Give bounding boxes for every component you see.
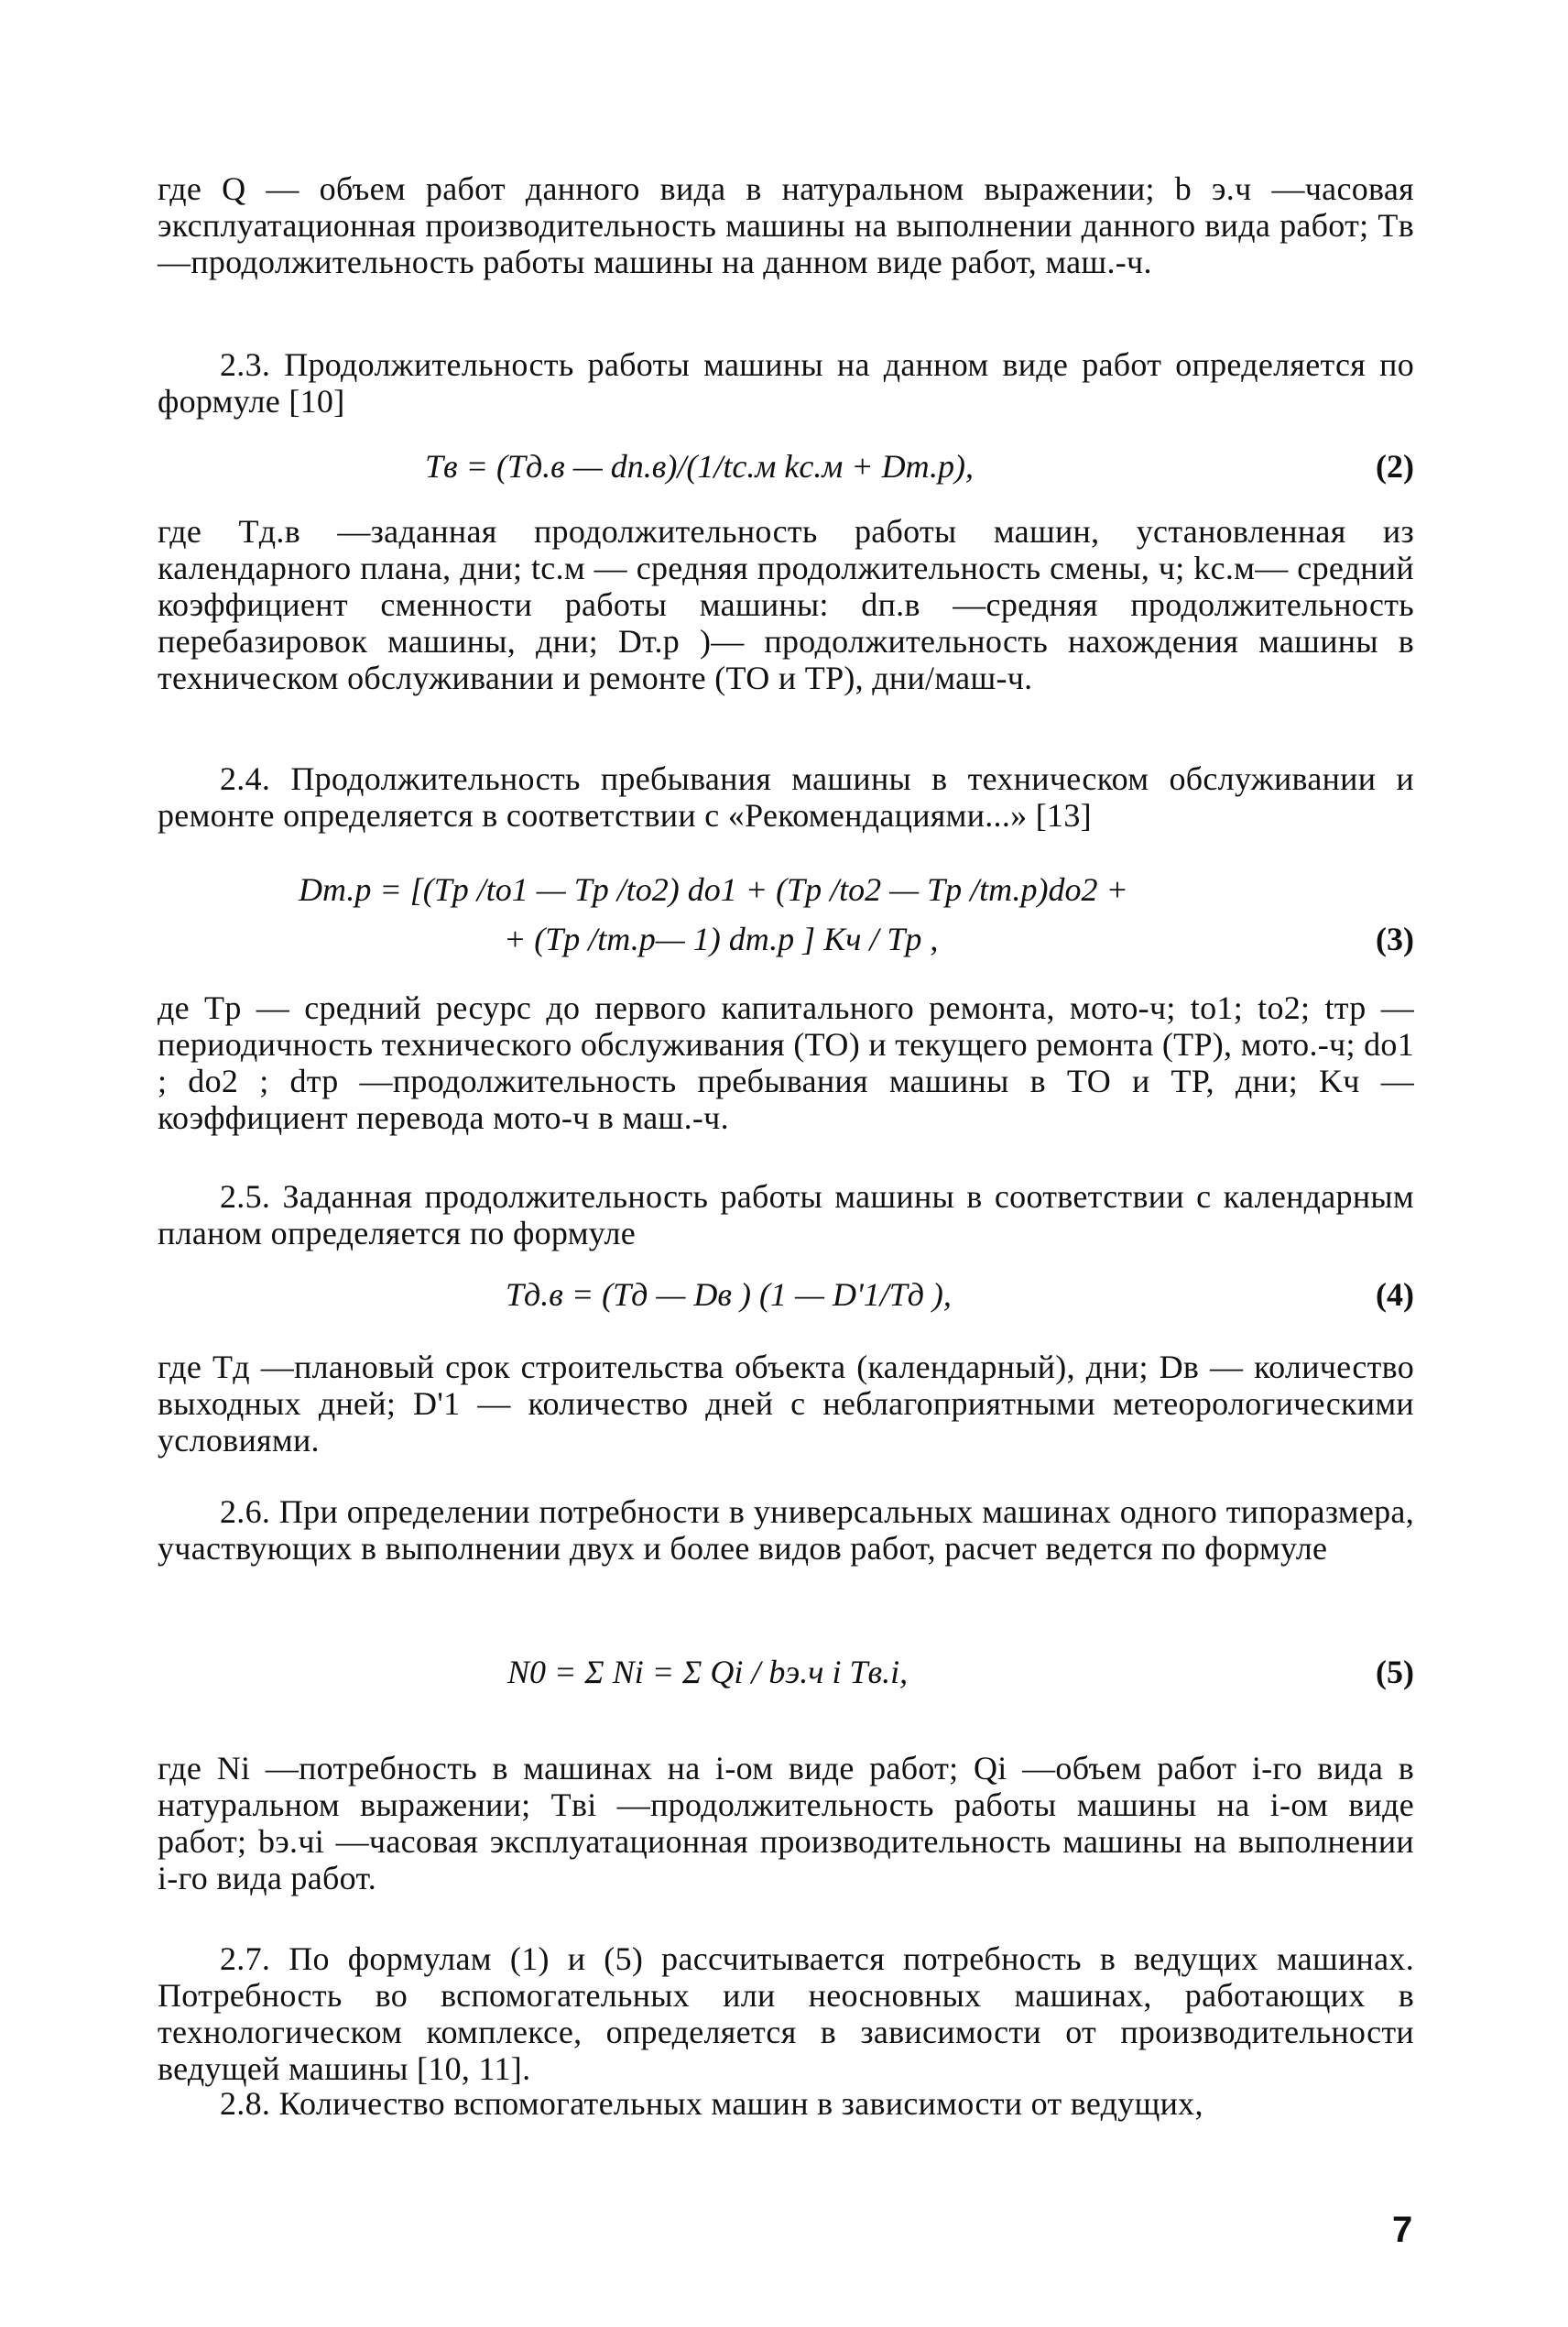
formula-5 (158, 1649, 1414, 1695)
paragraph-2-5 (158, 1178, 1414, 1251)
formula-4 (158, 1272, 1414, 1317)
paragraph-definitions-5 (158, 1750, 1414, 1896)
formula-expression: Tд.в = (Tд — Dв ) (1 — D'1/Tд ), (506, 1276, 952, 1313)
paragraph-text: 2.8. Количество вспомогательных машин в зависимости от ведущих, (220, 2085, 1203, 2122)
formula-3-line-2 (158, 916, 1414, 962)
paragraph-text: где Tд.в —заданная продолжительность работы машин, установленная из календарного плана, дни; tс.м — средняя продолжительность смены, ч; kс.м— средний коэффициент сменности работы машины: dп.в —средняя продолжительность перебазировок машины, дни; Dт.р )— продолжительность нахождения машины в техническом обслуживании и ремонте (ТО и ТР), дни/маш-ч. (158, 513, 1414, 696)
paragraph-2-6 (158, 1493, 1414, 1567)
formula-3-line-1 (158, 867, 1414, 912)
formula-expression: + (Tр /tт.р— 1) dт.р ] Kч / Tр , (504, 921, 939, 957)
formula-number: (5) (1376, 1654, 1414, 1690)
formula-2 (158, 443, 1414, 489)
paragraph-definitions-1 (158, 170, 1414, 280)
formula-expression: Dт.р = [(Tр /tо1 — Tр /tо2) dо1 + (Tр /tо2 — Tр /tт.р)dо2 + (299, 871, 1128, 908)
formula-expression: Tв = (Tд.в — dп.в)/(1/tс.м kс.м + Dт.р), (425, 448, 975, 485)
paragraph-text: де Tр — средний ресурс до первого капитального ремонта, мото-ч; tо1; tо2; tтр —периодичность технического обслуживания (ТО) и текущего ремонта (ТР), мото.-ч; dо1 ; dо2 ; dтр —продолжительность пребывания машины в ТО и ТР, дни; Kч — коэффициент перевода мото-ч в маш.-ч. (158, 989, 1414, 1136)
formula-expression: N0 = Σ Ni = Σ Qi / bэ.ч i Tв.i, (507, 1654, 909, 1690)
paragraph-text: где Q — объем работ данного вида в натуральном выражении; b э.ч —часовая эксплуатационная производительность машины на выполнении данного вида работ; Tв —продолжительность работы машины на данном виде работ, маш.-ч. (158, 170, 1414, 280)
paragraph-text: 2.4. Продолжительность пребывания машины в техническом обслуживании и ремонте определяется в соответствии с «Рекомендациями...» [13] (158, 760, 1414, 834)
paragraph-text: 2.7. По формулам (1) и (5) рассчитывается потребность в ведущих машинах. Потребность во вспомогательных или неосновных машинах, работающих в технологическом комплексе, определяется в зависимости от производительности ведущей машины [10, 11]. (158, 1940, 1414, 2087)
paragraph-text: 2.6. При определении потребности в универсальных машинах одного типоразмера, участвующих в выполнении двух и более видов работ, расчет ведется по формуле (158, 1493, 1414, 1567)
formula-number: (3) (1376, 921, 1414, 957)
paragraph-text: где Ni —потребность в машинах на i-ом виде работ; Qi —объем работ i-го вида в натуральном выражении; Tвi —продолжительность работы машины на i-ом виде работ; bэ.чi —часовая эксплуатационная производительность машины на выполнении i-го вида работ. (158, 1750, 1414, 1896)
paragraph-definitions-2 (158, 513, 1414, 696)
paragraph-text: 2.5. Заданная продолжительность работы машины в соответствии с календарным планом определяется по формуле (158, 1178, 1414, 1251)
paragraph-definitions-4 (158, 1349, 1414, 1458)
paragraph-2-7 (158, 1940, 1414, 2087)
paragraph-text: где Tд —плановый срок строительства объекта (календарный), дни; Dв — количество выходных дней; D'1 — количество дней с неблагоприятными метеорологическими условиями. (158, 1349, 1414, 1458)
paragraph-2-4 (158, 760, 1414, 834)
page-number: 7 (1392, 2210, 1413, 2250)
paragraph-definitions-3 (158, 989, 1414, 1136)
paragraph-text: 2.3. Продолжительность работы машины на данном виде работ определяется по формуле [10] (158, 346, 1414, 420)
formula-number: (2) (1376, 448, 1414, 485)
paragraph-2-8 (158, 2085, 1414, 2122)
formula-number: (4) (1376, 1276, 1414, 1313)
paragraph-2-3 (158, 346, 1414, 420)
